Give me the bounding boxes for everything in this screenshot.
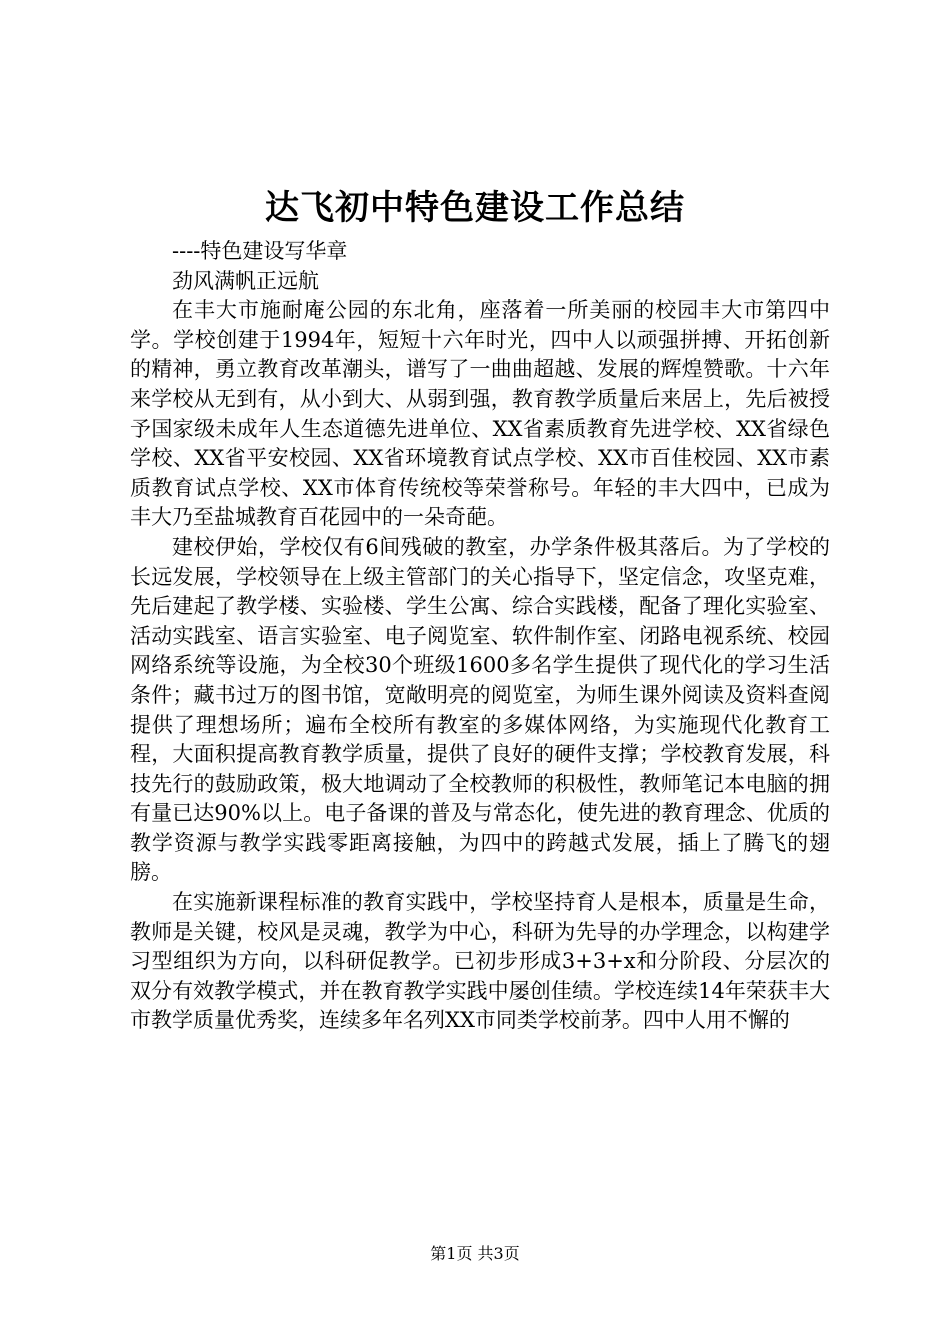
document-title: 达飞初中特色建设工作总结	[265, 188, 685, 228]
document-body	[130, 237, 830, 1036]
paragraph-2: 建校伊始，学校仅有6间残破的教室，办学条件极其落后。为了学校的长远发展，学校领导在上级主管部门的关心指导下，坚定信念，攻坚克难，先后建起了教学楼、实验楼、学生公寓、综合实践楼，配备了理化实验室、活动实践室、语言实验室、电子阅览室、软件制作室、闭路电视系统、校园网络系统等设施，为全校30个班级1600多名学生提供了现代化的学习生活条件；藏书过万的图书馆，宽敞明亮的阅览室，为师生课外阅读及资料查阅提供了理想场所；遍布全校所有教室的多媒体网络，为实施现代化教育工程，大面积提高教育教学质量，提供了良好的硬件支撑；学校教育发展，科技先行的鼓励政策，极大地调动了全校教师的积极性，教师笔记本电脑的拥有量已达90%以上。电子备课的普及与常态化，使先进的教育理念、优质的教学资源与教学实践零距离接触，为四中的跨越式发展，插上了腾飞的翅膀。	[130, 534, 830, 885]
paragraph-3: 在实施新课程标准的教育实践中，学校坚持育人是根本，质量是生命，教师是关键，校风是灵魂，教学为中心，科研为先导的办学理念，以构建学习型组织为方向，以科研促教学。已初步形成3+3+x和分阶段、分层次的双分有效教学模式，并在教育教学实践中屡创佳绩。学校连续14年荣获丰大市教学质量优秀奖，连续多年名列XX市同类学校前茅。四中人用不懈的	[130, 890, 830, 1033]
paragraph-1: 在丰大市施耐庵公园的东北角，座落着一所美丽的校园丰大市第四中学。学校创建于1994年，短短十六年时光，四中人以顽强拼搏、开拓创新的精神，勇立教育改革潮头，谱写了一曲曲超越、发展的辉煌赞歌。十六年来学校从无到有，从小到大、从弱到强，教育教学质量后来居上，先后被授予国家级未成年人生态道德先进单位、XX省素质教育先进学校、XX省绿色学校、XX省平安校园、XX省环境教育试点学校、XX市百佳校园、XX市素质教育试点学校、XX市体育传统校等荣誉称号。年轻的丰大四中，已成为丰大乃至盐城教育百花园中的一朵奇葩。	[130, 298, 830, 530]
subtitle-line-1: ----特色建设写华章	[172, 239, 348, 263]
page-number-footer: 第1页 共3页	[430, 1244, 520, 1263]
subtitle-line-2: 劲风满帆正远航	[172, 268, 319, 293]
